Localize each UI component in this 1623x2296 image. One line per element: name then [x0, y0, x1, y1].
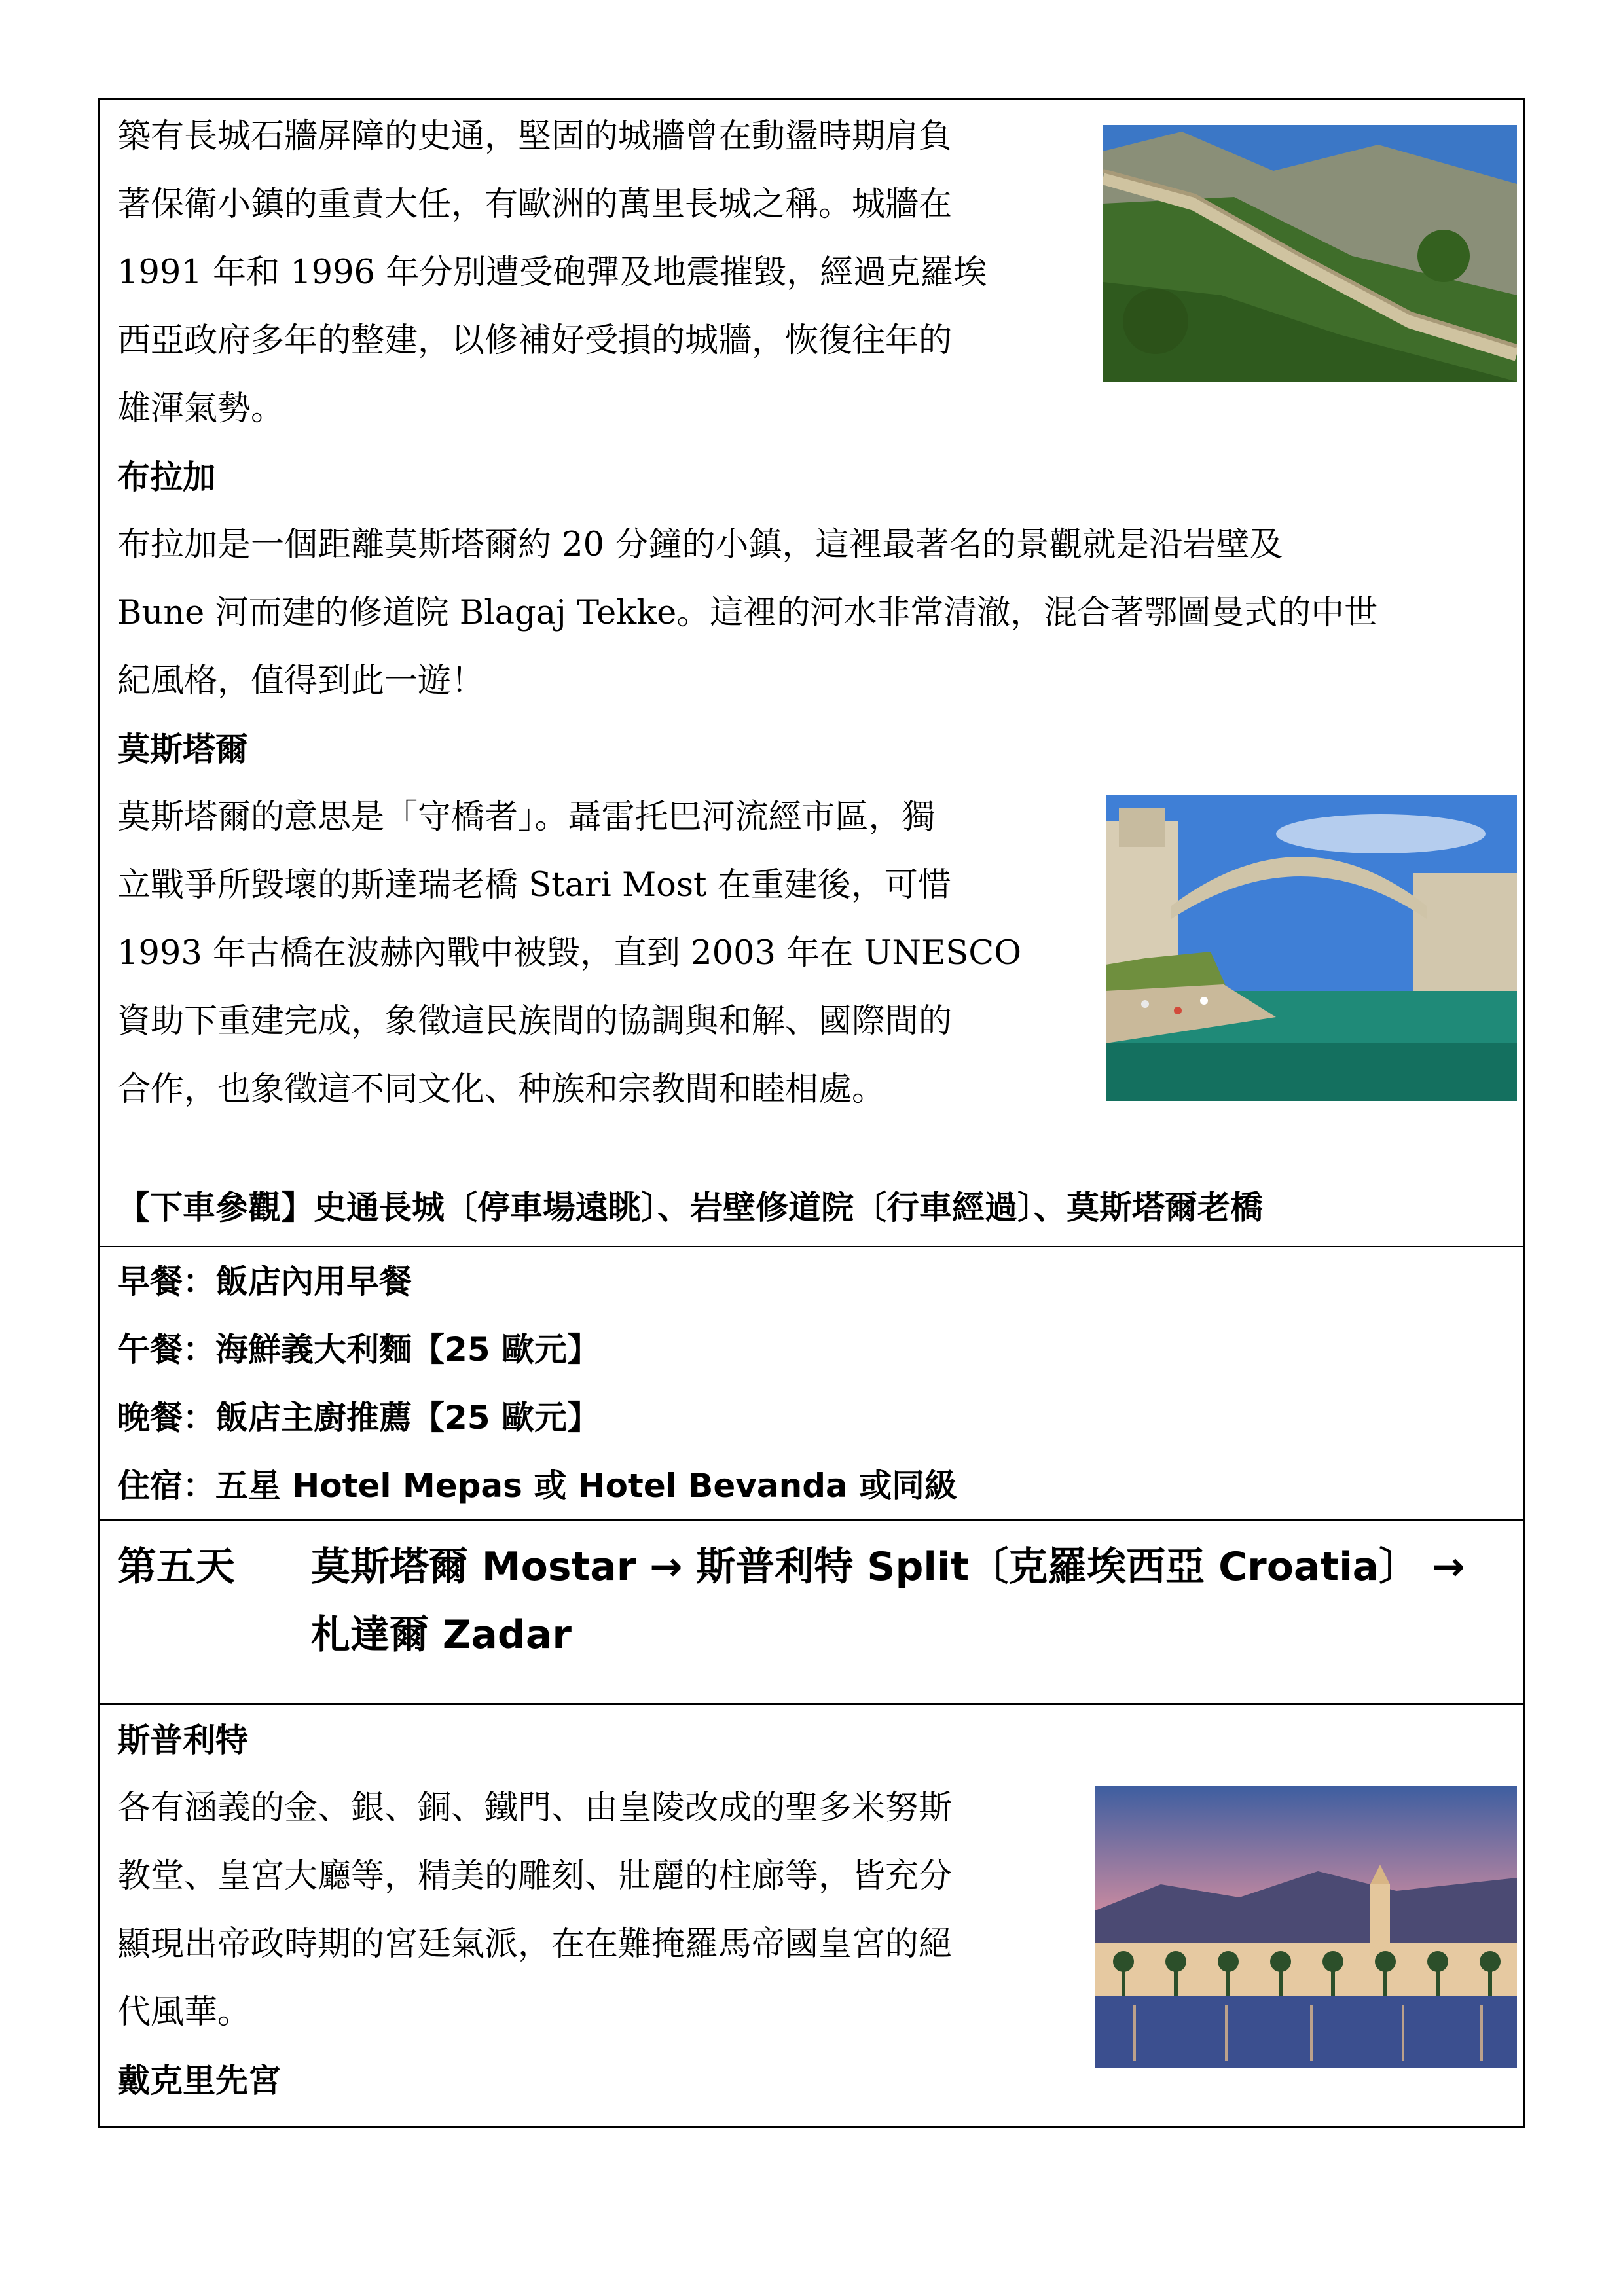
meals-section	[100, 1247, 1523, 1519]
text-line: 築有長城石牆屏障的史通，堅固的城牆曾在動盪時期肩負	[117, 117, 953, 156]
mostar-bridge-photo	[1106, 795, 1517, 1101]
mostar-paragraph	[117, 783, 1021, 1124]
ston-paragraph	[117, 103, 987, 443]
split-city-photo	[1095, 1786, 1517, 2068]
text-line: Bune 河而建的修道院 Blagaj Tekke。這裡的河水非常清澈，混合著鄂圖曼式的中世	[117, 594, 1378, 632]
blagaj-heading: 布拉加	[117, 458, 215, 496]
text-line: 1993 年古橋在波赫內戰中被毀，直到 2003 年在 UNESCO	[117, 934, 1022, 973]
lunch-line: 午餐：海鮮義大利麵【25 歐元】	[117, 1331, 600, 1369]
text-line: 合作，也象徵這不同文化、种族和宗教間和睦相處。	[117, 1070, 886, 1109]
hotel-line: 住宿：五星 Hotel Mepas 或 Hotel Bevanda 或同級	[117, 1467, 958, 1505]
day-route-line1: 莫斯塔爾 Mostar → 斯普利特 Split〔克羅埃西亞 Croatia〕 →	[311, 1544, 1465, 1590]
text-line: 資助下重建完成，象徵這民族間的協調與和解、國際間的	[117, 1002, 953, 1041]
breakfast-line: 早餐：飯店內用早餐	[117, 1263, 412, 1300]
text-line: 布拉加是一個距離莫斯塔爾約 20 分鐘的小鎮，這裡最著名的景觀就是沿岩壁及	[117, 526, 1283, 564]
text-line: 莫斯塔爾的意思是「守橋者」。聶雷托巴河流經市區，獨	[117, 798, 936, 836]
itinerary-frame	[98, 98, 1525, 2128]
text-line: 顯現出帝政時期的宮廷氣派，在在難掩羅馬帝國皇宮的絕	[117, 1925, 953, 1964]
split-section	[100, 1705, 1523, 2126]
day-label: 第五天	[117, 1544, 235, 1590]
diocletian-heading: 戴克里先宮	[117, 2062, 281, 2100]
text-line: 西亞政府多年的整建，以修補好受損的城牆，恢復往年的	[117, 321, 953, 360]
blagaj-paragraph	[117, 511, 1377, 715]
day4-sightseeing-section	[100, 100, 1523, 1246]
dinner-line: 晚餐：飯店主廚推薦【25 歐元】	[117, 1399, 600, 1437]
visit-line: 【下車參觀】史通長城〔停車場遠眺〕、岩壁修道院〔行車經過〕、莫斯塔爾老橋	[117, 1189, 1263, 1227]
text-line: 紀風格，值得到此一遊！	[117, 662, 485, 700]
text-line: 教堂、皇宮大廳等，精美的雕刻、壯麗的柱廊等，皆充分	[117, 1857, 953, 1895]
text-line: 著保衛小鎮的重責大任，有歐洲的萬里長城之稱。城牆在	[117, 185, 953, 224]
text-line: 代風華。	[117, 1993, 251, 2032]
text-line: 雄渾氣勢。	[117, 389, 285, 428]
day5-header	[100, 1521, 1523, 1703]
day-route-line2: 札達爾 Zadar	[311, 1612, 572, 1658]
ston-wall-photo	[1103, 125, 1517, 382]
text-line: 各有涵義的金、銀、銅、鐵門、由皇陵改成的聖多米努斯	[117, 1789, 953, 1827]
mostar-heading: 莫斯塔爾	[117, 730, 248, 768]
split-paragraph	[117, 1774, 952, 2047]
text-line: 立戰爭所毀壞的斯達瑞老橋 Stari Most 在重建後，可惜	[117, 866, 951, 905]
split-heading: 斯普利特	[117, 1721, 248, 1759]
text-line: 1991 年和 1996 年分別遭受砲彈及地震摧毀，經過克羅埃	[117, 253, 987, 292]
